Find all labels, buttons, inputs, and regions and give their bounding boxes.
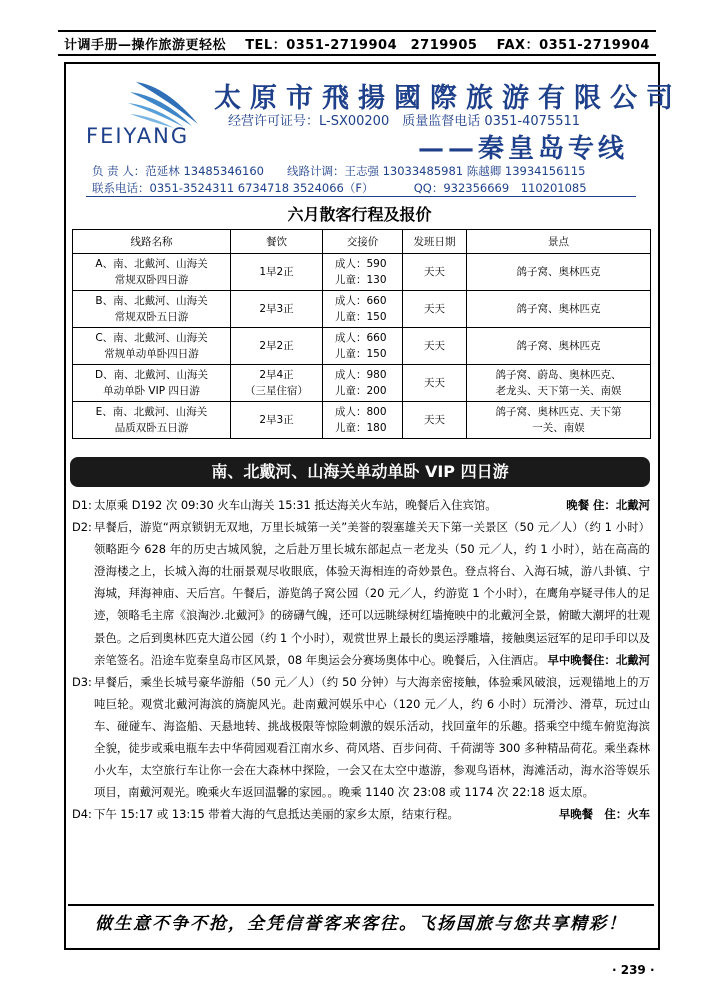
- table-row: [73, 328, 651, 365]
- schedule-cell: 天天: [403, 402, 467, 439]
- price-cell: [323, 365, 403, 402]
- price-cell: [323, 402, 403, 439]
- schedule-cell: 天天: [403, 291, 467, 328]
- license-info: 经营许可证号：L-SX00200 质量监督电话 0351-4075511: [228, 114, 581, 129]
- adult-price: 成人：660: [335, 332, 387, 344]
- price-cell: [323, 254, 403, 291]
- day-text: 早餐后，游览“两京锁钥无双地，万里长城第一关”美誉的裂塞雄关天下第一关景区（50 元／人）（约 1 小时）领略距今 628 年的历史古城风貌，之后赴万里长城东部起点－老龙头（50 元／人，约 1 小时），站在高高的澄海楼之上，长城入海的壮丽景观尽收眼底，体验天海相连的奇妙景色。登点将台、入海石城，游八卦镇、宁海城，拜海神庙、天后宫。午餐后，游览鸽子窝公园（20 元／人，约游览 1 个小时），在鹰角亭疑寻伟人的足迹，领略毛主席《浪淘沙.北戴河》的磅礴气魄，还可以远眺绿树红墙掩映中的北戴河全景，俯瞰大潮坪的壮观景色。之后到奥林匹克大道公园（约 1 个小时），观赏世界上最长的奥运浮雕墙，接触奥运冠军的足印手印以及亲笔签名。沿途车览秦皇岛市区风景，08 年奥运会分赛场奥体中心。晚餐后，入住酒店。: [94, 520, 650, 667]
- adult-price: 成人：980: [335, 369, 387, 381]
- sights-cell: 鸽子窝、奥林匹克、天下第 一关、南娱: [467, 402, 651, 439]
- sights-cell: 鸽子窝、奥林匹克: [467, 291, 651, 328]
- page-number: · 239 ·: [612, 963, 655, 977]
- header-tel: TEL：0351-2719904 2719905: [245, 37, 478, 53]
- header-bar: [58, 30, 656, 56]
- table-row: [73, 402, 651, 439]
- price-cell: [323, 291, 403, 328]
- day-meals: 晚餐 住：北戴河: [566, 498, 650, 512]
- route-cell: E、南、北戴河、山海关 品质双卧五日游: [73, 402, 231, 439]
- schedule-cell: 天天: [403, 328, 467, 365]
- child-price: 儿童：150: [335, 348, 387, 360]
- table-row: [73, 254, 651, 291]
- table-row: [73, 291, 651, 328]
- logo-text: FEIYANG: [86, 124, 190, 148]
- itinerary-day: [72, 516, 650, 671]
- schedule-cell: 天天: [403, 365, 467, 402]
- divider: [86, 196, 636, 197]
- column-header: 发班日期: [403, 230, 467, 254]
- price-table: [72, 229, 651, 439]
- column-header: 景点: [467, 230, 651, 254]
- day-text: 太原乘 D192 次 09:30 火车山海关 15:31 抵达海关火车站，晚餐后入住宾馆。: [94, 498, 497, 512]
- wing-icon: [126, 76, 206, 128]
- table-header-row: [73, 230, 651, 254]
- itinerary-day: [72, 803, 650, 825]
- itinerary-section: [72, 494, 650, 825]
- price-cell: [323, 328, 403, 365]
- adult-price: 成人：660: [335, 295, 387, 307]
- itinerary-title-banner: 南、北戴河、山海关单动单卧 VIP 四日游: [70, 457, 650, 487]
- day-meals: 早中晚餐住：北戴河: [547, 652, 650, 667]
- sights-cell: 鸽子窝、蔚岛、奥林匹克、 老龙头、天下第一关、南娱: [467, 365, 651, 402]
- route-cell: C、南、北戴河、山海关 常规单动单卧四日游: [73, 328, 231, 365]
- child-price: 儿童：150: [335, 311, 387, 323]
- day-meals: 早晚餐 住：火车: [558, 807, 650, 822]
- meals-cell: 2早3正: [231, 291, 323, 328]
- adult-price: 成人：590: [335, 258, 387, 270]
- day-tag: D2:: [72, 520, 92, 535]
- contact-line-1: 负 责 人：范延林 13485346160 线路计调：王志强 13033485981 陈越卿 13934156115: [92, 164, 586, 178]
- sights-cell: 鸽子窝、奥林匹克: [467, 328, 651, 365]
- schedule-cell: 天天: [403, 254, 467, 291]
- child-price: 儿童：130: [335, 274, 387, 286]
- day-tag: D3:: [72, 674, 92, 689]
- route-cell: A、南、北戴河、山海关 常规双卧四日游: [73, 254, 231, 291]
- column-header: 餐饮: [231, 230, 323, 254]
- header-fax: FAX：0351-2719904: [496, 37, 650, 53]
- itinerary-day: [72, 494, 650, 516]
- sights-cell: 鸽子窝、奥林匹克: [467, 254, 651, 291]
- contact-line-2: 联系电话：0351-3524311 6734718 3524066（F） QQ：932356669 110201085: [92, 181, 587, 195]
- company-name: 太原市飛揚國際旅游有限公司: [214, 83, 682, 114]
- child-price: 儿童：200: [335, 385, 387, 397]
- meals-cell: 2早2正: [231, 328, 323, 365]
- day-tag: D1:: [72, 498, 92, 512]
- day-text: 下午 15:17 或 13:15 带着大海的气息抵达美丽的家乡太原，结束行程。: [94, 807, 459, 822]
- company-logo: [86, 72, 216, 152]
- header-slogan: 计调手册—操作旅游更轻松: [64, 37, 227, 53]
- child-price: 儿童：180: [335, 422, 387, 434]
- route-cell: B、南、北戴河、山海关 常规双卧五日游: [73, 291, 231, 328]
- meals-cell: 2早4正 （三星住宿）: [231, 365, 323, 402]
- column-header: 线路名称: [73, 230, 231, 254]
- day-text: 早餐后，乘坐长城号豪华游船（50 元／人）（约 50 分钟）与大海亲密接触，体验乘风破浪，远观锚地上的万吨巨轮。观赏北戴河海滨的旖旎风光。赴南戴河娱乐中心（120 元／人，约 6 小时）玩滑沙、滑草，玩过山车、碰碰车、海盗船、天悬地转、挑战极限等惊险刺激的娱乐活动，找回童年的乐趣。搭乘空中缆车俯览海滨全貌，徒步或乘电瓶车去中华荷园观看江南水乡、荷风塔、百步问荷、千荷湖等 300 多种精品荷花。乘坐森林小火车，太空旅行车让你一会在大森林中探险，一会又在太空中遨游，参观鸟语林，海滩活动，海水浴等娱乐项目，南戴河观光。晚乘火车返回温馨的家园。。晚乘 1140 次 23:08 或 1174 次 22:18 返太原。: [94, 674, 650, 800]
- footer-slogan: 做生意不争不抢，全凭信誉客来客往。飞扬国旅与您共享精彩！: [68, 904, 654, 940]
- meals-cell: 2早3正: [231, 402, 323, 439]
- day-tag: D4:: [72, 807, 92, 822]
- route-cell: D、南、北戴河、山海关 单动单卧 VIP 四日游: [73, 365, 231, 402]
- meals-cell: 1早2正: [231, 254, 323, 291]
- price-table-title: 六月散客行程及报价: [287, 205, 432, 224]
- column-header: 交接价: [323, 230, 403, 254]
- table-row: [73, 365, 651, 402]
- route-title: ——秦皇岛专线: [418, 134, 629, 164]
- adult-price: 成人：800: [335, 406, 387, 418]
